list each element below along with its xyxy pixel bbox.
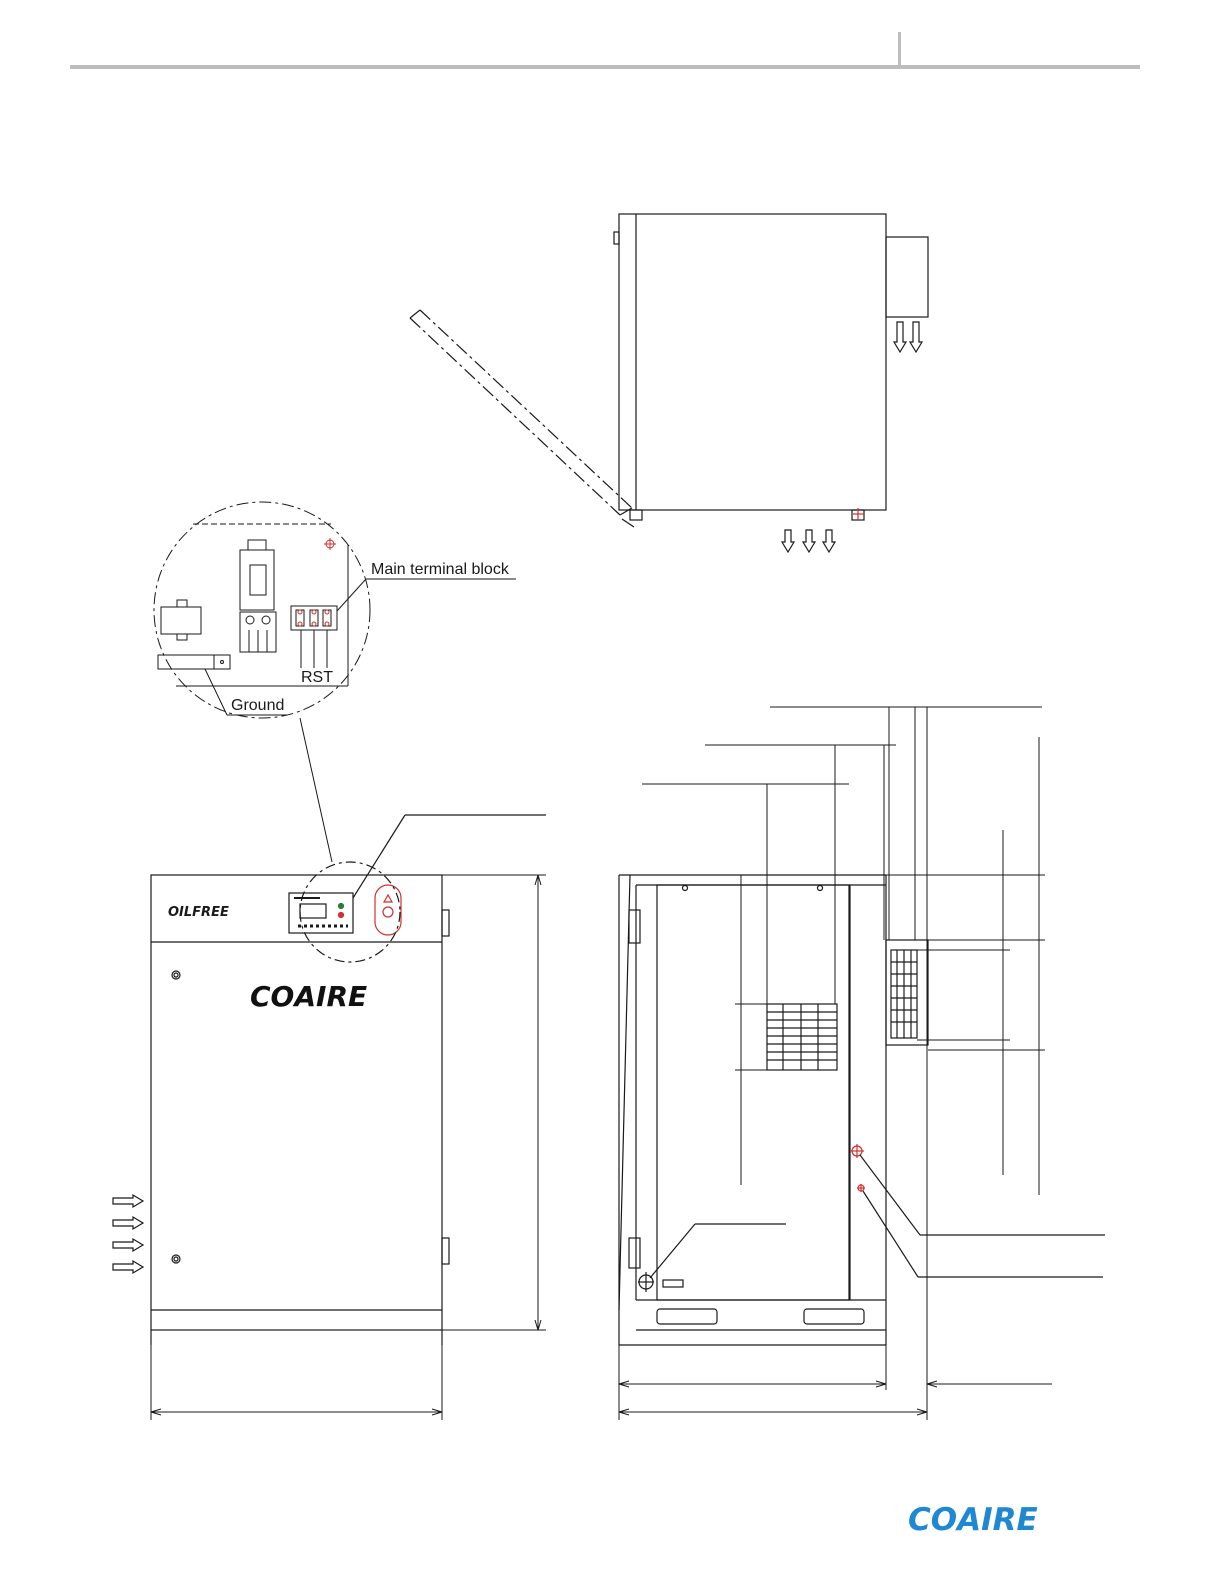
main-terminal-block — [291, 606, 337, 630]
inner-grille — [767, 1004, 837, 1070]
controller-panel — [289, 893, 353, 933]
open-side-view — [619, 707, 1105, 1420]
side-grille — [886, 940, 928, 1045]
front-dimensions — [151, 875, 546, 1420]
side-view — [410, 214, 928, 552]
ground-label: Ground — [231, 697, 285, 714]
main-terminal-block-label: Main terminal block — [371, 561, 509, 578]
intake-arrows — [113, 1195, 143, 1273]
terminal-detail-view — [154, 502, 516, 862]
breaker — [240, 540, 276, 652]
front-brand-logo: COAIRE — [250, 980, 368, 1013]
oilfree-label: OILFREE — [168, 905, 229, 920]
transformer — [161, 600, 201, 640]
rst-label: RST — [301, 669, 333, 686]
coaire-logo: COAIRE — [908, 1502, 1038, 1538]
exhaust-arrows-rear — [894, 322, 922, 352]
side-dimensions — [619, 707, 1052, 1420]
header-rule — [70, 32, 1140, 69]
callout-labels — [231, 561, 510, 714]
footer-logo — [908, 1502, 1038, 1538]
front-labels — [168, 905, 367, 1013]
open-door-outline — [410, 310, 632, 515]
exhaust-arrows-bottom — [782, 530, 835, 552]
ground-bar — [158, 655, 230, 669]
